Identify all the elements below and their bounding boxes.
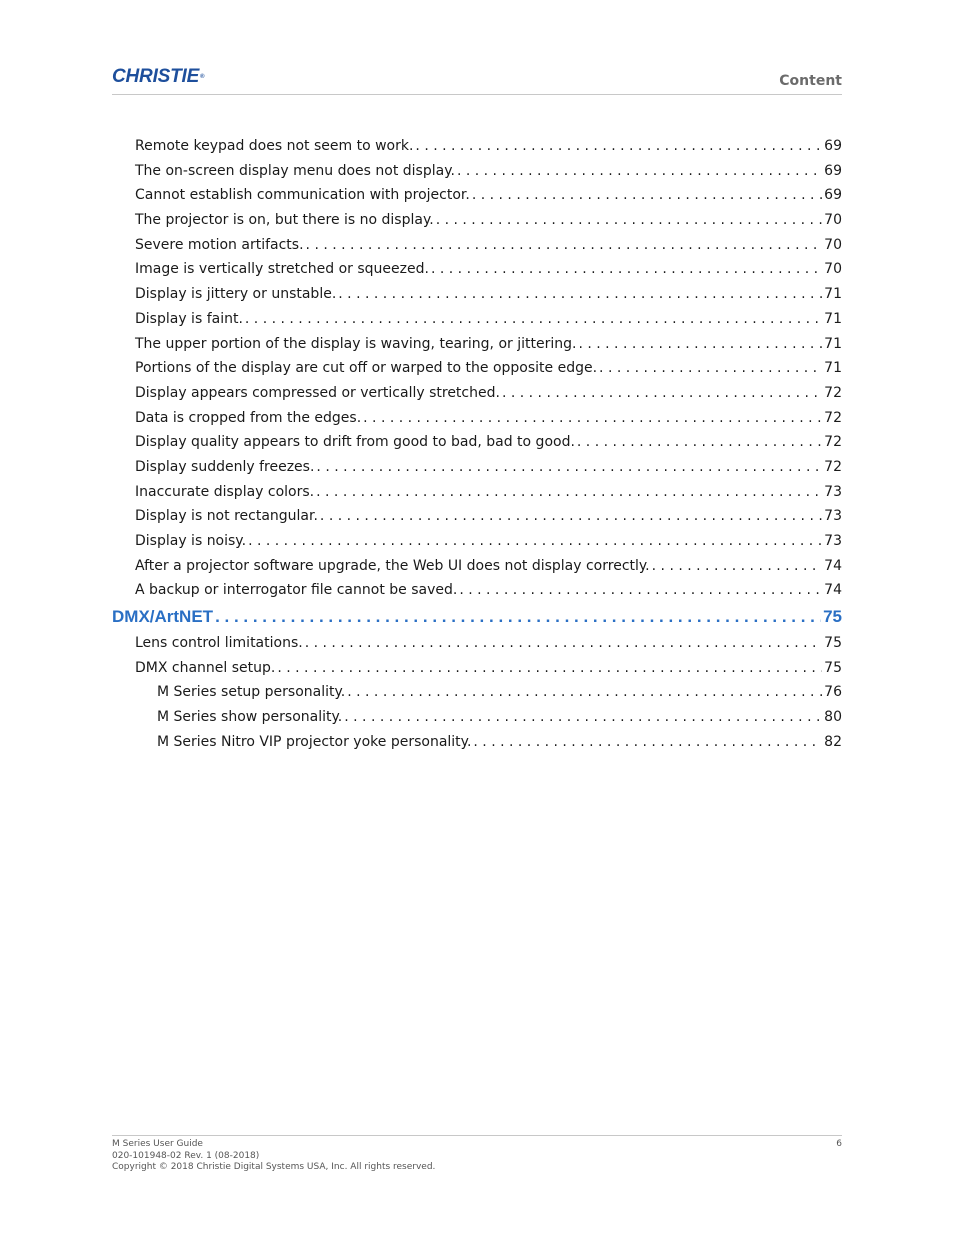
toc-entry[interactable] [112,578,842,603]
toc-dot-leader [318,504,822,529]
toc-entry-page: 71 [824,360,842,377]
toc-entry-title: DMX channel setup. [135,659,276,676]
toc-entry[interactable] [112,208,842,233]
toc-entry-title: Display quality appears to drift from good to bad, bad to good. [135,434,575,451]
section-label: Content [779,73,842,89]
toc-dot-leader [434,208,822,233]
toc-entry-title: The projector is on, but there is no display. [135,212,434,229]
toc-entry-page: 71 [824,310,842,327]
toc-entry-page: 80 [824,709,842,726]
toc-entry[interactable] [112,680,842,705]
toc-dot-leader [275,656,822,681]
toc-entry[interactable] [112,406,842,431]
toc-entry-title: Lens control limitations. [135,635,303,652]
toc-dot-leader [246,529,822,554]
toc-entry[interactable] [112,282,842,307]
footer-doc-title: M Series User Guide [112,1139,203,1149]
toc-entry[interactable] [112,480,842,505]
toc-dot-leader [470,183,822,208]
toc-entry-title: The upper portion of the display is waving, tearing, or jittering. [135,335,577,352]
toc-entry-page: 73 [824,533,842,549]
toc-entry-title: Display is jittery or unstable. [135,286,337,303]
toc-entry-title: Remote keypad does not seem to work. [135,138,414,154]
toc-entry-page: 75 [823,607,842,627]
toc-dot-leader [314,480,822,505]
toc-entry[interactable] [112,504,842,529]
toc-entry-title: M Series Nitro VIP projector yoke personality. [157,733,472,750]
toc-entry[interactable] [112,381,842,406]
toc-dot-leader [213,603,821,631]
toc-entry[interactable] [112,656,842,681]
toc-entry[interactable] [112,257,842,282]
toc-dot-leader [455,159,822,184]
footer-page-number: 6 [836,1139,842,1149]
toc-entry-page: 75 [824,659,842,676]
toc-dot-leader [304,233,823,258]
toc-entry-page: 70 [824,212,842,229]
toc-entry[interactable] [112,183,842,208]
toc-entry-page: 76 [824,684,842,701]
toc-entry-title: Inaccurate display colors. [135,483,315,500]
page-footer [112,1135,842,1174]
toc-entry[interactable] [112,356,842,381]
toc-entry[interactable] [112,159,842,184]
toc-dot-leader [500,381,822,406]
toc-entry[interactable] [112,233,842,258]
logo-registered-mark: ® [200,74,205,80]
footer-copyright: Copyright © 2018 Christie Digital Systems USA, Inc. All rights reserved. [112,1162,436,1172]
toc-dot-leader [303,631,822,656]
logo-text: CHRISTIE [112,66,200,87]
toc-entry[interactable] [112,134,842,159]
toc-entry-page: 71 [824,286,842,303]
toc-dot-leader [336,282,822,307]
toc-entry-title: Display is noisy. [135,533,247,549]
toc-entry-page: 75 [824,635,842,652]
toc-entry-title: Display is faint. [135,310,243,327]
toc-entry-page: 70 [824,236,842,253]
toc-entry[interactable] [112,705,842,730]
toc-dot-leader [576,332,822,357]
toc-entry-page: 72 [824,409,842,426]
toc-entry[interactable] [112,554,842,579]
toc-entry-page: 73 [824,508,842,525]
toc-dot-leader [243,307,822,332]
christie-logo [112,67,204,87]
toc-entry-page: 74 [824,557,842,574]
toc-entry-page: 69 [824,138,842,154]
toc-entry-page: 73 [824,483,842,500]
toc-entry-page: 82 [824,733,842,750]
toc-entry-title: After a projector software upgrade, the Web UI does not display correctly. [135,557,650,574]
toc-entry-title: Severe motion artifacts. [135,236,304,253]
toc-entry-title: Display appears compressed or vertically stretched. [135,384,500,401]
toc-entry[interactable] [112,332,842,357]
toc-entry-page: 69 [824,187,842,204]
toc-entry-title: Image is vertically stretched or squeezed. [135,261,429,278]
toc-dot-leader [361,406,822,431]
toc-dot-leader [597,356,822,381]
toc-entry-page: 72 [824,434,842,451]
toc-entry-title: Data is cropped from the edges. [135,409,362,426]
toc-dot-leader [457,578,822,603]
toc-entry-title: The on-screen display menu does not display. [135,162,455,179]
toc-dot-leader [650,554,823,579]
toc-entry-title: M Series show personality. [157,709,343,726]
toc-entry-title: Display is not rectangular. [135,508,318,525]
toc-dot-leader [471,730,822,755]
toc-entry[interactable] [112,455,842,480]
page-header [112,66,842,95]
toc-dot-leader [345,680,822,705]
toc-entry-title: A backup or interrogator file cannot be saved. [135,582,458,599]
table-of-contents [112,134,842,755]
toc-dot-leader [413,134,822,159]
footer-doc-revision: 020-101948-02 Rev. 1 (08-2018) [112,1150,260,1161]
toc-entry[interactable] [112,529,842,554]
toc-entry[interactable] [112,631,842,656]
toc-entry-page: 71 [824,335,842,352]
toc-entry-title: M Series setup personality. [157,684,346,701]
toc-entry[interactable] [112,430,842,455]
toc-entry-page: 69 [824,162,842,179]
toc-entry-title: Portions of the display are cut off or warped to the opposite edge. [135,360,598,377]
toc-dot-leader [429,257,822,282]
toc-entry[interactable] [112,307,842,332]
toc-entry-title: DMX/ArtNET [112,607,214,627]
toc-dot-leader [575,430,822,455]
toc-entry-title: Display suddenly freezes. [135,458,315,475]
toc-entry-page: 72 [824,458,842,475]
toc-entry[interactable] [112,730,842,755]
toc-dot-leader [314,455,822,480]
toc-entry-page: 70 [824,261,842,278]
toc-dot-leader [342,705,822,730]
toc-entry-title: Cannot establish communication with projector. [135,187,470,204]
toc-chapter-entry[interactable] [112,603,842,631]
toc-entry-page: 72 [824,384,842,401]
toc-entry-page: 74 [824,582,842,599]
